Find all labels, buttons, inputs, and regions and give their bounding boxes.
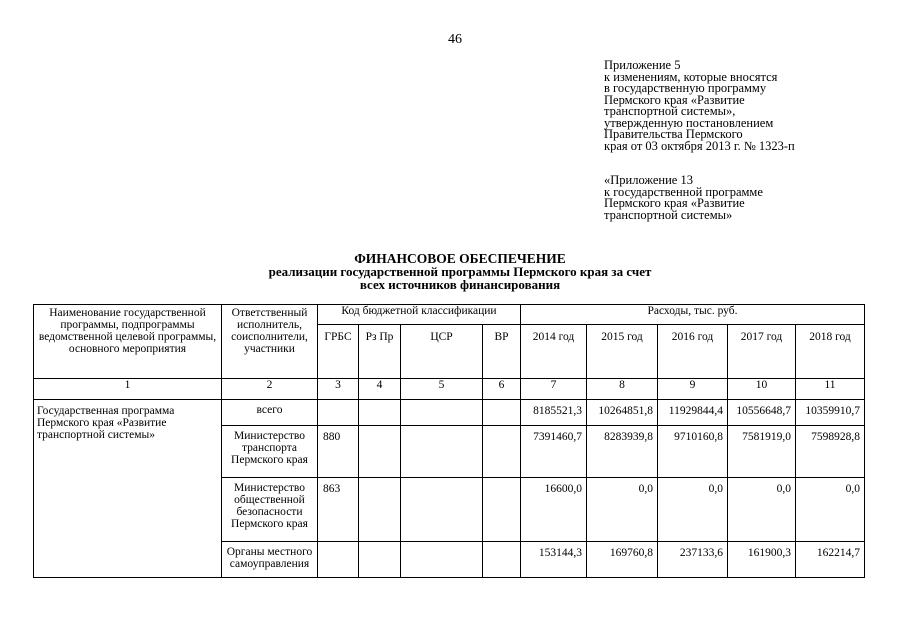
column-number: 10 — [728, 379, 796, 400]
vr-cell — [483, 400, 521, 426]
appendix-line: Пермского края «Развитие — [604, 196, 745, 210]
vr-cell — [483, 478, 521, 542]
header-year: 2018 год — [796, 325, 865, 379]
appendix-line: края от 03 октября 2013 г. № 1323-п — [604, 138, 795, 153]
appendix-line: транспортной системы» — [604, 207, 733, 222]
appendix-line: Правительства Пермского — [604, 127, 743, 141]
value-cell: 8283939,8 — [587, 426, 658, 478]
header-year: 2014 год — [521, 325, 587, 379]
header-rzpr: Рз Пр — [359, 325, 401, 379]
column-number-row — [34, 379, 865, 400]
value-cell: 10264851,8 — [587, 400, 658, 426]
header-vr: ВР — [483, 325, 521, 379]
value-cell: 162214,7 — [796, 542, 865, 578]
appendix-line: утвержденную постановлением — [604, 115, 774, 130]
value-cell: 10556648,7 — [728, 400, 796, 426]
appendix-13-block — [604, 175, 763, 221]
value-cell: 0,0 — [658, 478, 728, 542]
executor-cell: Министерство общественной безопасности Пермского края — [222, 478, 318, 542]
header-year: 2015 год — [587, 325, 658, 379]
grbs-cell — [318, 400, 359, 426]
column-number: 2 — [222, 379, 318, 400]
financing-table — [33, 304, 865, 578]
grbs-cell: 863 — [318, 478, 359, 542]
value-cell: 11929844,4 — [658, 400, 728, 426]
header-name: Наименование государственной программы, подпрограммы ведомственной целевой программы, основного мероприятия — [34, 305, 222, 379]
table-row — [34, 400, 865, 426]
value-cell: 8185521,3 — [521, 400, 587, 426]
csr-cell — [401, 478, 483, 542]
grbs-cell: 880 — [318, 426, 359, 478]
header-expenses: Расходы, тыс. руб. — [521, 305, 865, 325]
value-cell: 0,0 — [728, 478, 796, 542]
appendix-line: транспортной системы», — [604, 104, 736, 118]
column-number: 3 — [318, 379, 359, 400]
column-number: 4 — [359, 379, 401, 400]
value-cell: 153144,3 — [521, 542, 587, 578]
column-number: 8 — [587, 379, 658, 400]
rzpr-cell — [359, 426, 401, 478]
page-number: 46 — [448, 32, 462, 47]
csr-cell — [401, 400, 483, 426]
header-budget-code: Код бюджетной классификации — [318, 305, 521, 325]
rzpr-cell — [359, 400, 401, 426]
value-cell: 169760,8 — [587, 542, 658, 578]
csr-cell — [401, 542, 483, 578]
value-cell: 7598928,8 — [796, 426, 865, 478]
appendix-5-block — [604, 60, 795, 152]
vr-cell — [483, 426, 521, 478]
appendix-line: Пермского края «Развитие — [604, 92, 745, 107]
column-number: 9 — [658, 379, 728, 400]
header-executor: Ответственный исполнитель, соисполнители, участники — [222, 305, 318, 379]
value-cell: 0,0 — [587, 478, 658, 542]
executor-cell: Министерство транспорта Пермского края — [222, 426, 318, 478]
value-cell: 7581919,0 — [728, 426, 796, 478]
value-cell: 0,0 — [796, 478, 865, 542]
value-cell: 10359910,7 — [796, 400, 865, 426]
appendix-line: Приложение 5 — [604, 58, 681, 72]
appendix-line: в государственную программу — [604, 81, 767, 95]
column-number: 6 — [483, 379, 521, 400]
column-number: 1 — [34, 379, 222, 400]
vr-cell — [483, 542, 521, 578]
program-name: Государственная программа Пермского края «Развитие транспортной системы» — [34, 400, 222, 578]
document-title — [200, 252, 720, 291]
value-cell: 161900,3 — [728, 542, 796, 578]
appendix-line: к государственной программе — [604, 184, 763, 199]
header-grbs: ГРБС — [318, 325, 359, 379]
header-year: 2016 год — [658, 325, 728, 379]
rzpr-cell — [359, 478, 401, 542]
executor-cell: всего — [222, 400, 318, 426]
executor-cell: Органы местного самоуправления — [222, 542, 318, 578]
value-cell: 237133,6 — [658, 542, 728, 578]
column-number: 7 — [521, 379, 587, 400]
title-line: ФИНАНСОВОЕ ОБЕСПЕЧЕНИЕ — [354, 251, 566, 266]
rzpr-cell — [359, 542, 401, 578]
appendix-line: к изменениям, которые вносятся — [604, 69, 778, 84]
value-cell: 7391460,7 — [521, 426, 587, 478]
column-number: 11 — [796, 379, 865, 400]
value-cell: 9710160,8 — [658, 426, 728, 478]
value-cell: 16600,0 — [521, 478, 587, 542]
appendix-line: «Приложение 13 — [604, 173, 693, 187]
csr-cell — [401, 426, 483, 478]
grbs-cell — [318, 542, 359, 578]
title-line: реализации государственной программы Пермского края за счет — [268, 264, 652, 279]
title-line: всех источников финансирования — [359, 277, 561, 292]
header-year: 2017 год — [728, 325, 796, 379]
header-csr: ЦСР — [401, 325, 483, 379]
column-number: 5 — [401, 379, 483, 400]
